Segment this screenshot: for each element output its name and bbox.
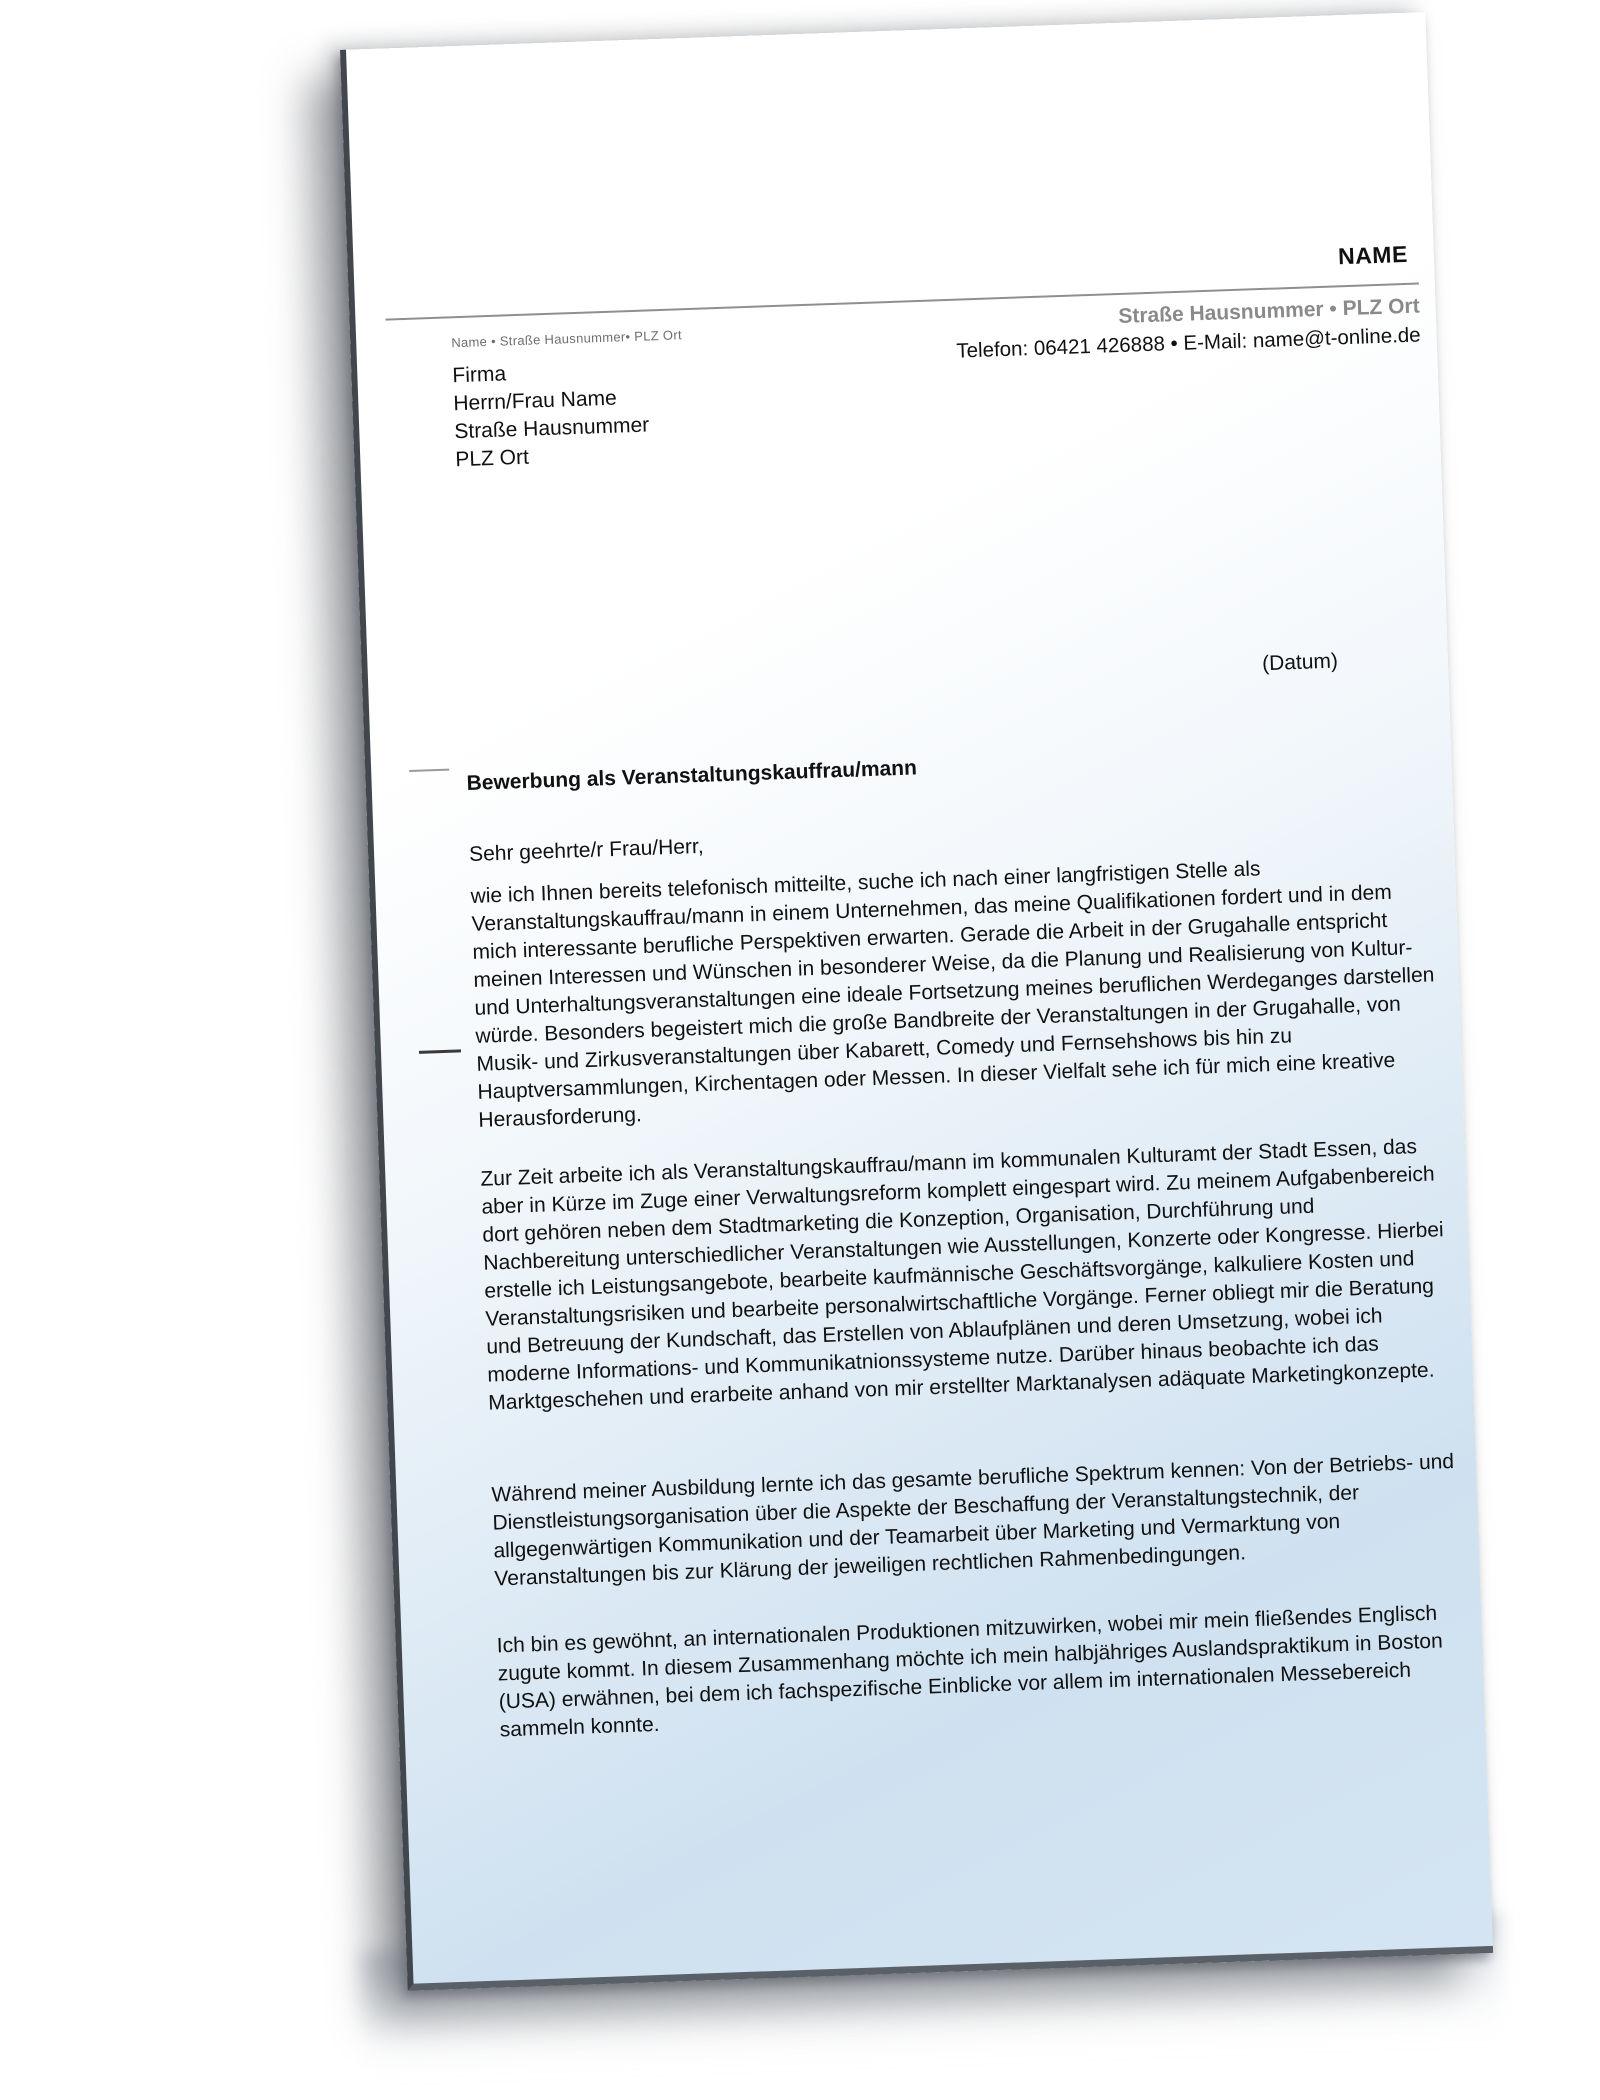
recipient-company: Firma [452, 362, 507, 388]
body-paragraph-2: Zur Zeit arbeite ich als Veranstaltungskauffrau/mann im kommunalen Kulturamt der Stadt Essen, das aber in Kürze im Zuge einer Verwaltungsreform komplett eingespart wird. Zu meinem Aufgabenbereich dort gehören neben dem Stadtmarketing die Konzeption, Organisation, Durchführung und Nachbereitung unterschiedlicher Veranstaltungen wie Ausstellungen, Konzerte oder Kongresse. Hierbei erstelle ich Leistungsangebote, bearbeite kaufmännische Geschäftsvorgänge, kalkuliere Kosten und Veranstaltungsrisiken und bearbeite personalwirtschaftliche Vorgänge. Ferner obliegt mir die Beratung und Betreuung der Kundschaft, das Erstellen von Ablaufplänen und deren Umsetzung, wobei ich moderne Informations- und Kommunikatnionssysteme nutze. Darüber hinaus beobachte ich das Marktgeschehen und erarbeite anhand von mir erstellter Marktanalysen adäquate Marketingkonzepte. [480, 1135, 1445, 1415]
fold-mark-top [409, 769, 449, 772]
recipient-name: Herrn/Frau Name [453, 386, 618, 416]
body-paragraph-4: Ich bin es gewöhnt, an internationalen Produktionen mitzuwirken, wobei mir mein fließendes Englisch zugute kommt. In diesem Zusammenhang möchte ich mein halbjähriges Auslandspraktikum in Boston (USA) erwähnen, bei dem ich fachspezifische Einblicke vor allem im internationalen Messebereich sammeln konnte. [496, 1601, 1444, 1742]
recipient-city: PLZ Ort [454, 445, 530, 472]
body-paragraph-1: wie ich Ihnen bereits telefonisch mitteilte, suche ich nach einer langfristigen Stelle als Veranstaltungskauffrau/mann in einem Unternehmen, das meine Qualifikationen fordert und in dem mich interessante berufliche Perspektiven erwarten. Gerade die Arbeit in der Grugahalle entspricht meinen Interessen und Wünschen in besonderer Weise, da die Planung und Realisierung von Kultur- und Unterhaltungsveranstaltungen eine ideale Fortsetzung meines beruflichen Werdeganges darstellen würde. Besonders begeistert mich die große Bandbreite der Veranstaltungen in der Grugahalle, von Musik- und Zirkusveranstaltungen über Kabarett, Comedy und Fernsehshows bis hin zu Hauptversammlungen, Kirchentagen oder Messen. In dieser Vielfalt sehe ich für mich eine kreative Herausforderung. [470, 857, 1435, 1132]
header-address-line: Straße Hausnummer • PLZ Ort [1117, 294, 1420, 328]
recipient-street: Straße Hausnummer [453, 413, 650, 444]
body-paragraph-3: Während meiner Ausbildung lernte ich das gesamte berufliche Spektrum kennen: Von der Betriebs- und Dienstleistungsorganisation über die Aspekte der Beschaffung der Veranstaltungstechnik, der allgegenwärtigen Kommunikation und der Teamarbeit über Marketing und Vermarktung von Veranstaltungen bis zur Klärung der jeweiligen rechtlichen Rahmenbedingungen. [491, 1449, 1455, 1591]
header-name: NAME [1337, 240, 1409, 270]
fold-mark-middle [419, 1049, 461, 1053]
recipient-block [452, 355, 651, 474]
header-contact-line: Telefon: 06421 426888 • E-Mail: name@t-online.de [956, 323, 1422, 363]
salutation-line: Sehr geehrte/r Frau/Herr, [468, 834, 705, 866]
date-placeholder: (Datum) [1261, 649, 1339, 676]
sender-return-line: Name • Straße Hausnummer• PLZ Ort [451, 327, 683, 351]
subject-line: Bewerbung als Veranstaltungskauffrau/mann [466, 756, 918, 796]
letter-page [340, 12, 1493, 1991]
